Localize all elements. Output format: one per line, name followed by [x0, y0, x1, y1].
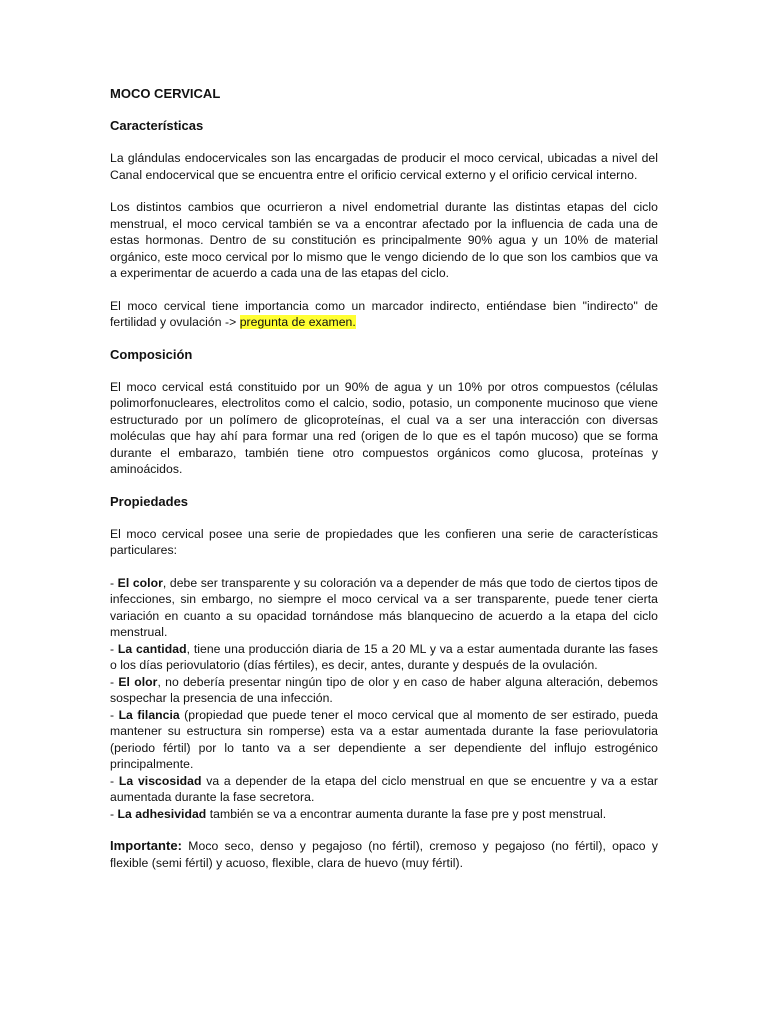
property-text: (propiedad que puede tener el moco cervical que al momento de ser estirado, pueda mantener su estructura sin romperse) esta va a estar aumentada durante la fase periovulatoria (periodo fértil) por lo tanto va a ser dependiente a ser dependiente del influjo estrogénico principalmente. [110, 707, 659, 771]
property-term: El color [117, 575, 163, 590]
heading-propiedades: Propiedades [110, 493, 189, 509]
paragraph-importante [110, 838, 658, 871]
property-text: , no debería presentar ningún tipo de olor y en caso de haber alguna alteración, debemos sospechar la presencia de una infección. [110, 674, 658, 705]
list-prefix: - [110, 575, 118, 590]
property-item-adhesividad [110, 806, 658, 823]
property-list [110, 575, 658, 823]
list-prefix: - [110, 707, 119, 722]
paragraph-caracteristicas-3-text: El moco cervical tiene importancia como un marcador indirecto, entiéndase bien "indirecto" de fertilidad y ovulación -> [110, 298, 658, 329]
heading-composicion: Composición [110, 346, 193, 362]
property-text: va a depender de la etapa del ciclo menstrual en que se encuentre y va a estar aumentada durante la fase secretora. [110, 773, 659, 804]
list-prefix: - [110, 641, 118, 656]
paragraph-caracteristicas-1: La glándulas endocervicales son las encargadas de producir el moco cervical, ubicadas a nivel del Canal endocervical que se encuentra entre el orificio cervical externo y el orificio cervical interno. [110, 151, 658, 182]
importante-label: Importante: [110, 838, 183, 853]
property-term: La viscosidad [118, 773, 202, 788]
paragraph-caracteristicas-2: Los distintos cambios que ocurrieron a nivel endometrial durante las distintas etapas del ciclo menstrual, el moco cervical también se va a encontrar afectado por la influencia de cada una de estas hormonas. Dentro de su constitución es principalmente 90% agua y un 10% de material orgánico, este moco cervical por lo mismo que le vengo diciendo de lo que son los cambios que va a experimentar de acuerdo a cada una de las etapas del ciclo. [110, 200, 658, 280]
property-item-viscosidad [110, 773, 658, 806]
property-text: también se va a encontrar aumenta durante la fase pre y post menstrual. [206, 806, 607, 821]
heading-caracteristicas: Características [110, 118, 204, 133]
list-prefix: - [110, 773, 119, 788]
paragraph-composicion: El moco cervical está constituido por un 90% de agua y un 10% por otros compuestos (células polimorfonucleares, electrolitos como el calcio, sodio, potasio, un componente mucinoso que viene estructurado por un polímero de glicoproteínas, el cual va a ser una interacción con diversas moléculas que hay ahí para formar una red (origen de lo que es el tapón mucoso) que se forma durante el embarazo, también tiene otro compuestos orgánicos como glucosa, proteínas y aminoácidos. [110, 379, 658, 476]
property-text: , tiene una producción diaria de 15 a 20 ML y va a estar aumentada durante las fases o los días periovulatorio (días fértiles), es decir, antes, durante y después de la ovulación. [110, 641, 659, 672]
document-title: MOCO CERVICAL [110, 86, 221, 101]
property-item-filancia [110, 707, 658, 773]
importante-text: Moco seco, denso y pegajoso (no fértil), cremoso y pegajoso (no fértil), opaco y flexible (semi fértil) y acuoso, flexible, clara de huevo (muy fértil). [110, 839, 658, 870]
paragraph-propiedades-intro: El moco cervical posee una serie de propiedades que les confieren una serie de características particulares: [110, 526, 658, 557]
property-item-olor [110, 674, 658, 707]
list-prefix: - [110, 806, 118, 821]
property-item-cantidad [110, 641, 658, 674]
property-term: La adhesividad [117, 806, 207, 821]
highlighted-exam-note: pregunta de examen. [239, 315, 356, 329]
property-term: La filancia [118, 707, 180, 722]
property-term: El olor [118, 674, 158, 689]
property-term: La cantidad [117, 641, 187, 656]
property-item-color [110, 575, 658, 641]
paragraph-caracteristicas-3 [110, 298, 658, 331]
property-text: , debe ser transparente y su coloración va a depender de más que todo de ciertos tipos de infecciones, sin embargo, no siempre el moco cervical va a ser transparente, puede tener cierta variación en cuanto a su opacidad tornándose más blanquecino de acuerdo a la etapa del ciclo menstrual. [110, 575, 658, 639]
list-prefix: - [110, 674, 119, 689]
